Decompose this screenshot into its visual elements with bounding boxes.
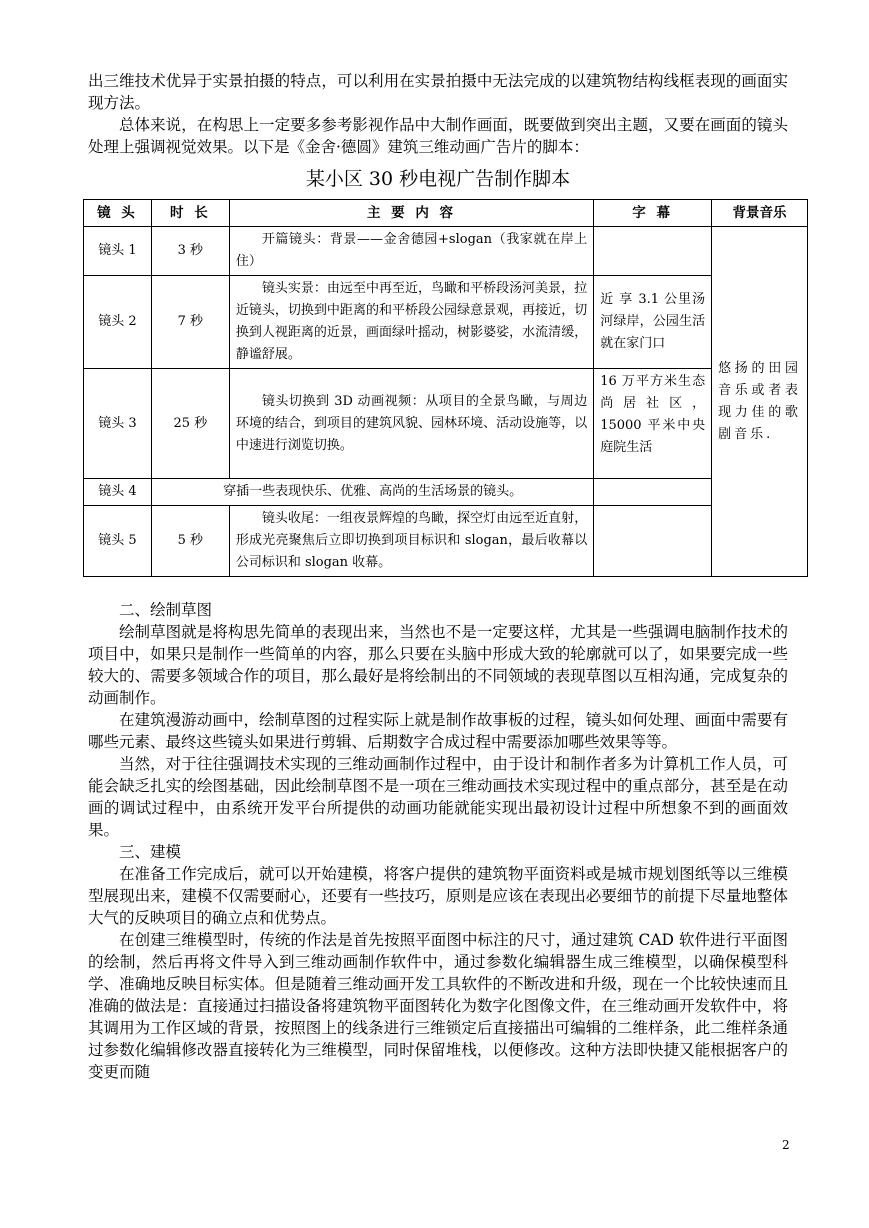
table-row xyxy=(84,276,808,369)
cell-content: 镜头切换到 3D 动画视频：从项目的全景鸟瞰，与周边环境的结合，到项目的建筑风貌、园林环境、活动设施等，以中速进行浏览切换。 xyxy=(229,369,593,479)
section-heading: 二、绘制草图 xyxy=(119,601,213,619)
cell-duration: 25 秒 xyxy=(151,369,229,479)
cell-subtitle: 近 享 3.1 公里汤河绿岸，公园生活就在家门口 xyxy=(594,276,712,369)
cell-duration: 3 秒 xyxy=(151,227,229,276)
table-row xyxy=(84,506,808,577)
header-music: 背景音乐 xyxy=(712,200,808,227)
page-number: 2 xyxy=(782,1138,790,1152)
cell-subtitle xyxy=(594,479,712,506)
paragraph: 出三维技术优异于实景拍摄的特点，可以利用在实景拍摄中无法完成的以建筑物结构线框表现的画面实现方法。 xyxy=(88,72,788,112)
section-heading: 三、建模 xyxy=(119,843,182,861)
paragraph: 当然，对于往往强调技术实现的三维动画制作过程中，由于设计和制作者多为计算机工作人员，可能会缺乏扎实的绘图基础，因此绘制草图不是一项在三维动画技术实现过程中的重点部分，甚至是在动画的调试过程中，由系统开发平台所提供的动画功能就能实现出最初设计过程中所想象不到的画面效果。 xyxy=(88,755,788,839)
cell-shot: 镜头 4 xyxy=(84,479,152,506)
cell-subtitle xyxy=(594,227,712,276)
table-row xyxy=(84,479,808,506)
table-row xyxy=(84,369,808,479)
table-title: 某小区 30 秒电视广告制作脚本 xyxy=(305,168,571,190)
cell-subtitle: 16 万平方米生态尚居社区，15000 平米中央庭院生活 xyxy=(594,369,712,479)
paragraph: 在建筑漫游动画中，绘制草图的过程实际上就是制作故事板的过程，镜头如何处理、画面中需要有哪些元素、最终这些镜头如果进行剪辑、后期数字合成过程中需要添加哪些效果等等。 xyxy=(88,711,788,751)
document-page xyxy=(88,70,801,1083)
table-header-row xyxy=(84,200,808,227)
cell-shot: 镜头 1 xyxy=(84,227,152,276)
cell-shot: 镜头 5 xyxy=(84,506,152,577)
paragraph: 总体来说，在构思上一定要多参考影视作品中大制作画面，既要做到突出主题，又要在画面的镜头处理上强调视觉效果。以下是《金舍·德圆》建筑三维动画广告片的脚本： xyxy=(88,116,788,156)
cell-shot: 镜头 3 xyxy=(84,369,152,479)
cell-duration: 5 秒 xyxy=(151,506,229,577)
cell-shot: 镜头 2 xyxy=(84,276,152,369)
paragraph: 在准备工作完成后，就可以开始建模，将客户提供的建筑物平面资料或是城市规划图纸等以三维模型展现出来，建模不仅需要耐心，还要有一些技巧，原则是应该在表现出必要细节的前提下尽量地整体大气的反映项目的确立点和优势点。 xyxy=(88,865,788,927)
script-table xyxy=(83,199,808,577)
header-content: 主 要 内 容 xyxy=(229,200,593,227)
cell-content: 穿插一些表现快乐、优雅、高尚的生活场景的镜头。 xyxy=(151,479,593,506)
cell-duration: 7 秒 xyxy=(151,276,229,369)
header-subtitle: 字 幕 xyxy=(594,200,712,227)
header-shot: 镜 头 xyxy=(84,200,152,227)
cell-music: 悠扬的田园音乐或者表现力佳的歌剧音乐. xyxy=(712,227,808,577)
cell-content: 镜头实景：由远至中再至近，鸟瞰和平桥段汤河美景，拉近镜头，切换到中距离的和平桥段公园绿意景观，再接近，切换到人视距离的近景，画面绿叶摇动，树影婆娑，水流清缓，静谧舒展。 xyxy=(229,276,593,369)
cell-subtitle xyxy=(594,506,712,577)
header-duration: 时 长 xyxy=(151,200,229,227)
cell-content: 开篇镜头：背景——金舍德园+slogan（我家就在岸上住） xyxy=(229,227,593,276)
cell-content: 镜头收尾：一组夜景辉煌的鸟瞰，探空灯由远至近直射，形成光亮聚焦后立即切换到项目标识和 slogan，最后收幕以公司标识和 slogan 收幕。 xyxy=(229,506,593,577)
paragraph: 在创建三维模型时，传统的作法是首先按照平面图中标注的尺寸，通过建筑 CAD 软件进行平面图的绘制，然后再将文件导入到三维动画制作软件中，通过参数化编辑器生成三维模型，以确保模型科学、准确地反映目标实体。但是随着三维动画开发工具软件的不断改进和升级，现在一个比较快速而且准确的做法是：直接通过扫描设备将建筑物平面图转化为数字化图像文件，在三维动画开发软件中，将其调用为工作区域的背景，按照图上的线条进行三维锁定后直接描出可编辑的二维样条，此二维样条通过参数化编辑修改器直接转化为三维模型，同时保留堆栈，以便修改。这种方法即快捷又能根据客户的变更而随 xyxy=(88,931,788,1081)
table-row xyxy=(84,227,808,276)
paragraph: 绘制草图就是将构思先简单的表现出来，当然也不是一定要这样，尤其是一些强调电脑制作技术的项目中，如果只是制作一些简单的内容，那么只要在头脑中形成大致的轮廓就可以了，如果要完成一些较大的、需要多领域合作的项目，那么最好是将绘制出的不同领域的表现草图以互相沟通，完成复杂的动画制作。 xyxy=(88,623,788,707)
